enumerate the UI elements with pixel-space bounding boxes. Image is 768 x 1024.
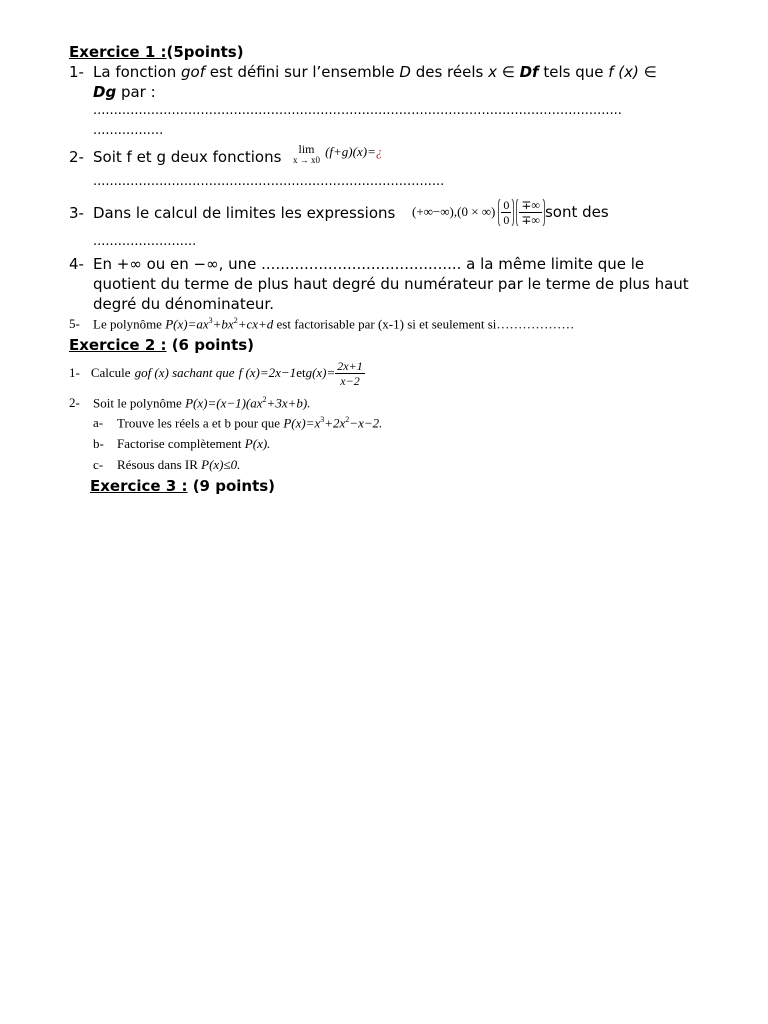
- ex2-q2-sub-c: c- Résous dans IR P(x)≤0.: [93, 457, 241, 472]
- ex2-q1-gof: gof (x) sachant que: [134, 365, 235, 380]
- exercise-2-points: (6 points): [166, 336, 255, 354]
- ex2-q2-sub-a: a- Trouve les réels a et b pour que $P(x)=x^3+2x^2-x-2$.: [93, 415, 383, 431]
- ex1-q4-line-3: degré du dénominateur.: [93, 295, 274, 313]
- exercise-2-heading: [69, 336, 254, 354]
- ex1-q2-limit-expression: lim x → x0 $^{(f+g)(x)=¿}$: [293, 142, 383, 165]
- exercise-3-points: (9 points): [187, 477, 276, 495]
- exercise-1-heading: [69, 43, 244, 61]
- ex2-q2-number: 2-: [69, 395, 80, 410]
- ex2-q1-g-fraction: $\frac{2x+1}{x-2}$: [337, 358, 363, 388]
- ex1-q2-answer-dots: .....................................................................................: [93, 174, 445, 189]
- ex1-question-3: [69, 204, 396, 222]
- ex1-q5-text: Le polynôme $P(x)=ax^3+bx^2+cx+d$ est factorisable par (x-1) si et seulement si………………: [93, 316, 575, 332]
- ex1-q1-number: 1-: [69, 63, 84, 81]
- ex1-q1-answer-dots-2: .................: [93, 123, 164, 138]
- ex1-q2-number: 2-: [69, 148, 84, 166]
- ex2-q2-text: Soit le polynôme $P(x)=(x-1)(ax^2+3x+b)$.: [93, 395, 311, 411]
- ex1-q4-number: 4-: [69, 255, 84, 273]
- exercise-3-title: Exercice 3 :: [90, 477, 188, 495]
- ex1-q3-number: 3-: [69, 204, 84, 222]
- ex1-q4-line-2: quotient du terme de plus haut degré du numérateur par le terme de plus haut: [93, 275, 689, 293]
- ex2-question-2: [69, 395, 311, 411]
- ex2-q1-text: Calcule: [90, 365, 131, 380]
- ex2-question-1: 1- Calcule gof (x) sachant que f (x)=2x−1 et g(x)= $\frac{2x+1}{x-2}$: [69, 358, 363, 388]
- ex1-question-1: [69, 63, 657, 81]
- ex1-q3-text: Dans le calcul de limites les expressions: [93, 204, 396, 222]
- form-zero-times-inf: (0 × ∞): [457, 204, 496, 219]
- ex2-q2-sub-b: b- Factorise complètement P(x).: [93, 436, 271, 451]
- limit-operator: lim x → x0: [293, 142, 320, 165]
- ex1-question-2: [69, 148, 282, 166]
- ex2-q1-g: g(x)=: [305, 365, 336, 380]
- ex1-q2-text: Soit f et g deux fonctions: [93, 148, 282, 166]
- exercise-1-points: (5points): [166, 43, 244, 61]
- ex1-q1-answer-dots: ................................................................................................................................: [93, 103, 622, 118]
- exercise-2-title: Exercice 2 :: [69, 336, 167, 354]
- ex1-q5-number: 5-: [69, 316, 80, 331]
- ex2-q1-f: f (x)=2x−1: [238, 365, 297, 380]
- exercise-3-heading: [90, 477, 275, 495]
- ex1-question-5: [69, 316, 575, 332]
- ex1-q4-line-1: En +∞ ou en −∞, une .......................................... a la même limite que le: [93, 255, 645, 273]
- ex2-q1-number: 1-: [69, 365, 80, 380]
- unknown-mark: ¿: [375, 144, 383, 159]
- form-inf-minus-inf: (+∞−∞): [412, 204, 454, 219]
- form-inf-over-inf: $\frac{\mp\infty}{\mp\infty}$: [516, 197, 545, 228]
- ex1-question-4: [69, 255, 645, 273]
- exercise-1-title: Exercice 1 :: [69, 43, 167, 61]
- form-zero-over-zero: $\frac{0}{0}$: [498, 197, 514, 228]
- ex1-q3-text-end: sont des: [544, 203, 609, 221]
- ex1-q3-indeterminate-forms: (+∞−∞) , (0 × ∞) $\frac{0}{0}$ $\frac{\mp\infty}{\mp\infty}$ sont des: [412, 197, 609, 227]
- ex1-q1-text-cont: Dg par :: [93, 83, 156, 101]
- ex1-q1-text: La fonction gof est défini sur l’ensemble D des réels x ∈ Df tels que f (x) ∈: [93, 63, 657, 81]
- ex1-q3-answer-dots: .........................: [93, 234, 197, 249]
